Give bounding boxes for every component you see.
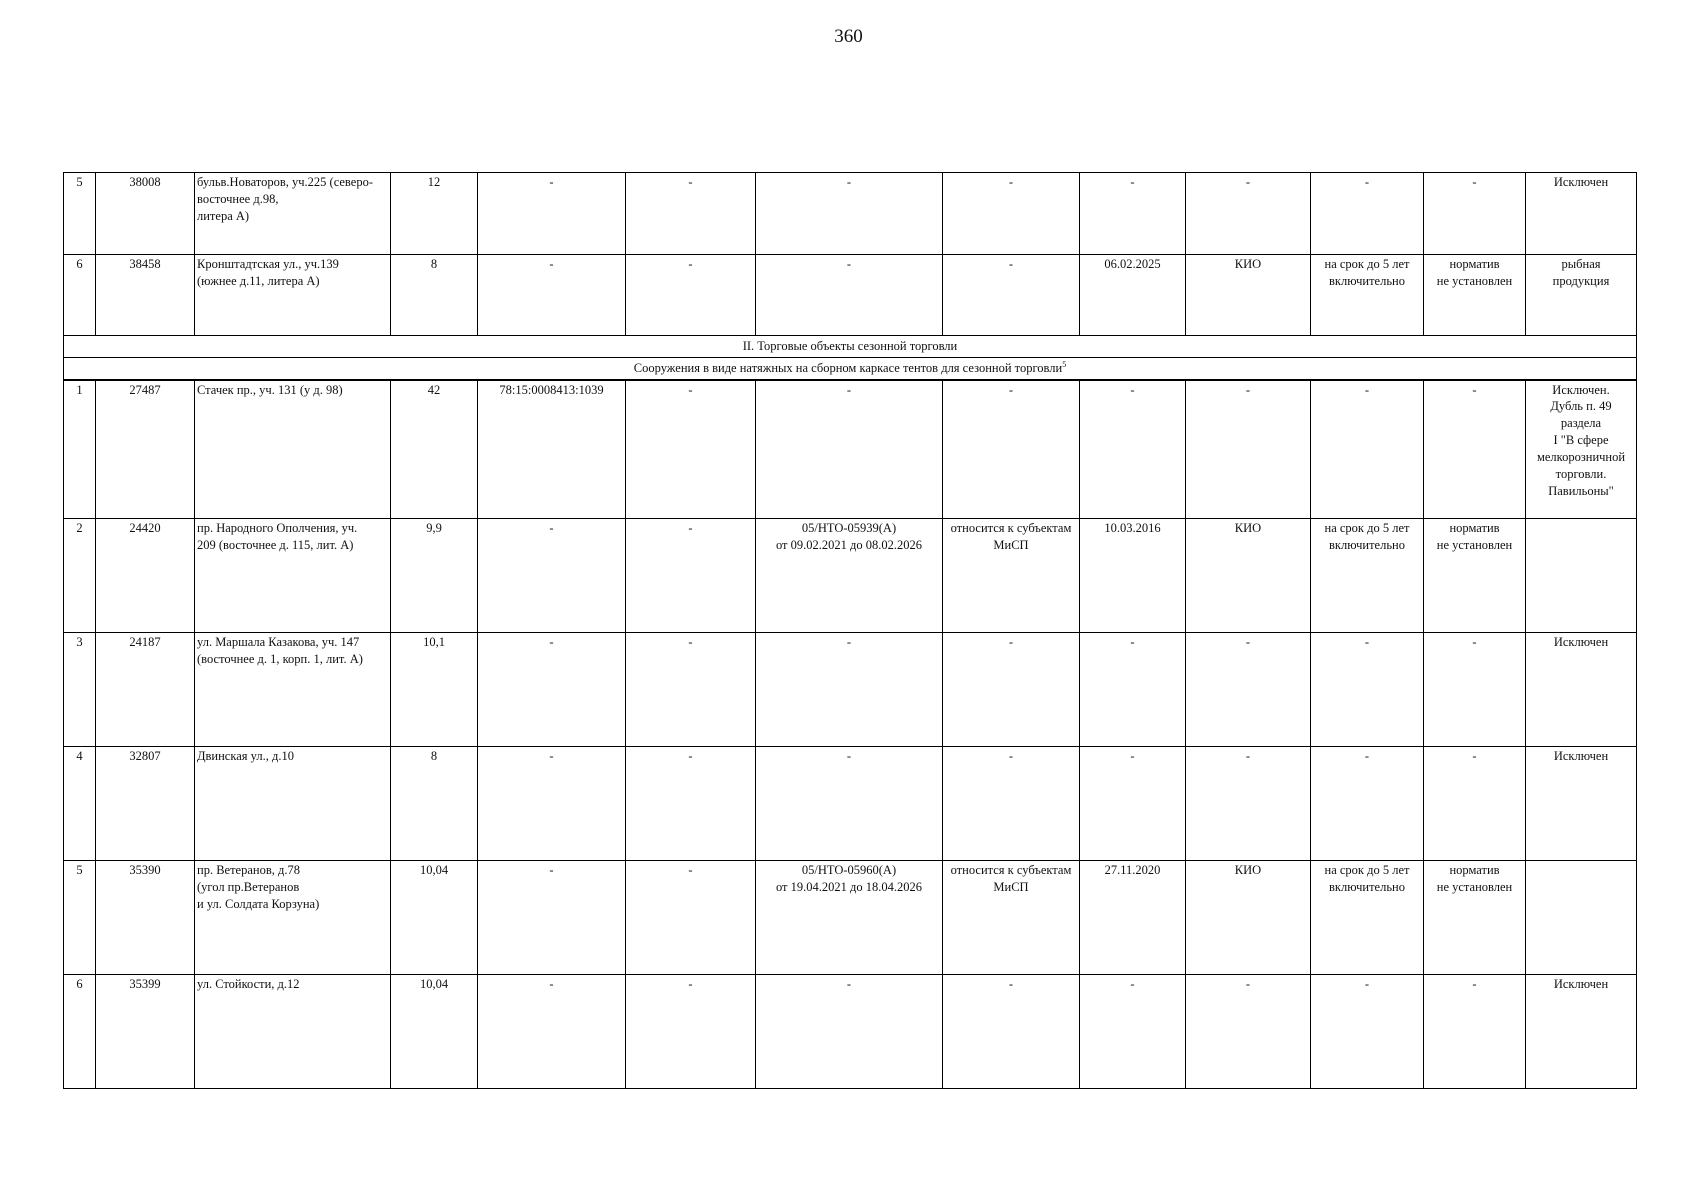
norm	[1424, 747, 1526, 861]
subsection-title-row	[64, 358, 1637, 380]
contract-line: от 19.04.2021 до 18.04.2026	[775, 879, 923, 894]
address	[195, 519, 391, 633]
column-6: -	[626, 380, 756, 519]
object-id: 27487	[96, 380, 195, 519]
area: 12	[391, 173, 478, 255]
column-6: -	[626, 255, 756, 336]
cadastral-number: -	[478, 633, 626, 747]
table-row	[64, 633, 1637, 747]
note-line: Дубль п. 49	[1550, 399, 1612, 414]
smsp-status-line: МиСП	[993, 537, 1029, 552]
organization: -	[1186, 975, 1311, 1089]
table-row	[64, 173, 1637, 255]
organization: -	[1186, 633, 1311, 747]
note	[1526, 255, 1637, 336]
contract	[756, 861, 943, 975]
inclusion-date: 27.11.2020	[1080, 861, 1186, 975]
section-title	[64, 336, 1637, 358]
norm-line: норматив	[1449, 863, 1500, 877]
note	[1526, 173, 1637, 255]
note-line: Исключен	[1553, 635, 1609, 649]
organization: -	[1186, 747, 1311, 861]
cadastral-number: -	[478, 747, 626, 861]
address-line: 209 (восточнее д. 115, лит. А)	[197, 537, 354, 552]
norm	[1424, 519, 1526, 633]
smsp-status	[943, 975, 1080, 1089]
contract-line: -	[846, 175, 852, 189]
note-line: мелкорозничной	[1536, 450, 1626, 464]
smsp-status-line: -	[1008, 977, 1014, 991]
row-number: 1	[64, 380, 96, 519]
term	[1311, 747, 1424, 861]
smsp-status-line: -	[1008, 749, 1014, 763]
area: 10,04	[391, 975, 478, 1089]
address-line: пр. Народного Ополчения, уч.	[197, 521, 358, 535]
contract	[756, 255, 943, 336]
smsp-status	[943, 747, 1080, 861]
row-number: 2	[64, 519, 96, 633]
section-title-row	[64, 336, 1637, 358]
row-number: 6	[64, 255, 96, 336]
table-row	[64, 747, 1637, 861]
term-line: -	[1364, 635, 1370, 649]
footnote-marker: 5	[1062, 359, 1067, 369]
organization: -	[1186, 380, 1311, 519]
address	[195, 255, 391, 336]
smsp-status	[943, 255, 1080, 336]
inclusion-date: 10.03.2016	[1080, 519, 1186, 633]
contract	[756, 975, 943, 1089]
address-line: Двинская ул., д.10	[197, 749, 294, 763]
smsp-status-line: МиСП	[993, 879, 1029, 894]
address-line: Кронштадтская ул., уч.139	[197, 257, 339, 271]
term-line: -	[1364, 382, 1370, 397]
address	[195, 975, 391, 1089]
note	[1526, 975, 1637, 1089]
note	[1526, 380, 1637, 519]
norm-line: не установлен	[1436, 537, 1513, 552]
note-line: Павильоны"	[1548, 483, 1614, 498]
object-id: 24187	[96, 633, 195, 747]
table-row	[64, 255, 1637, 336]
area: 42	[391, 380, 478, 519]
contract-line: -	[846, 635, 852, 649]
inclusion-date: -	[1080, 173, 1186, 255]
note-line: раздела	[1560, 416, 1602, 431]
contract-line: 05/НТО-05960(А)	[801, 863, 897, 877]
note	[1526, 747, 1637, 861]
organization: -	[1186, 173, 1311, 255]
smsp-status	[943, 380, 1080, 519]
table-row	[64, 380, 1637, 519]
address-line: пр. Ветеранов, д.78	[197, 863, 300, 877]
contract-line: -	[846, 977, 852, 991]
cadastral-number: -	[478, 519, 626, 633]
address-line: бульв.Новаторов, уч.225 (северо-	[197, 175, 373, 189]
address-line: ул. Маршала Казакова, уч. 147	[197, 635, 360, 649]
term	[1311, 255, 1424, 336]
term-line: -	[1364, 977, 1370, 991]
smsp-status-line: -	[1008, 635, 1014, 649]
cadastral-number: -	[478, 173, 626, 255]
page-number: 360	[834, 26, 863, 47]
term-line: включительно	[1329, 879, 1405, 894]
note-line: Исключен	[1553, 977, 1609, 991]
norm-line: -	[1472, 749, 1477, 763]
term	[1311, 380, 1424, 519]
norm	[1424, 255, 1526, 336]
column-6: -	[626, 633, 756, 747]
contract	[756, 633, 943, 747]
row-number: 4	[64, 747, 96, 861]
row-number: 5	[64, 861, 96, 975]
object-id: 32807	[96, 747, 195, 861]
contract	[756, 173, 943, 255]
term-line: включительно	[1329, 273, 1405, 288]
inclusion-date: -	[1080, 747, 1186, 861]
term-line: на срок до 5 лет	[1324, 863, 1410, 877]
smsp-status	[943, 861, 1080, 975]
norm	[1424, 633, 1526, 747]
address-line: восточнее д.98,	[197, 191, 279, 206]
norm	[1424, 380, 1526, 519]
table-row	[64, 861, 1637, 975]
area: 10,1	[391, 633, 478, 747]
subsection-title-text: Сооружения в виде натяжных на сборном каркасе тентов для сезонной торговли	[633, 360, 1063, 375]
smsp-status	[943, 633, 1080, 747]
address-line: (восточнее д. 1, корп. 1, лит. А)	[197, 651, 363, 666]
term	[1311, 519, 1424, 633]
inclusion-date: -	[1080, 633, 1186, 747]
smsp-status-line: -	[1008, 257, 1014, 271]
section-title-text: II. Торговые объекты сезонной торговли	[742, 339, 958, 354]
norm-line: -	[1472, 175, 1477, 189]
term-line: на срок до 5 лет	[1324, 521, 1410, 535]
cadastral-number: -	[478, 861, 626, 975]
cadastral-number: -	[478, 975, 626, 1089]
cadastral-number: -	[478, 255, 626, 336]
area: 10,04	[391, 861, 478, 975]
inclusion-date: -	[1080, 975, 1186, 1089]
term	[1311, 173, 1424, 255]
contract-line: -	[846, 749, 852, 763]
note-line: рыбная	[1561, 257, 1601, 271]
smsp-status-line: относится к субъектам	[950, 863, 1072, 877]
term	[1311, 861, 1424, 975]
column-6: -	[626, 173, 756, 255]
address	[195, 861, 391, 975]
note-line: торговли.	[1555, 466, 1607, 481]
column-6: -	[626, 861, 756, 975]
cadastral-number: 78:15:0008413:1039	[478, 380, 626, 519]
contract-line: 05/НТО-05939(А)	[801, 521, 897, 535]
term	[1311, 975, 1424, 1089]
organization: КИО	[1186, 519, 1311, 633]
object-id: 38008	[96, 173, 195, 255]
note-line: продукция	[1552, 273, 1610, 288]
row-number: 6	[64, 975, 96, 1089]
object-id: 35399	[96, 975, 195, 1089]
norm-line: не установлен	[1436, 273, 1513, 288]
term-line: -	[1364, 749, 1370, 763]
norm-line: не установлен	[1436, 879, 1513, 894]
address-line: (южнее д.11, литера А)	[197, 273, 320, 288]
address-line: литера А)	[197, 208, 250, 223]
area: 8	[391, 255, 478, 336]
note	[1526, 519, 1637, 633]
row-number: 3	[64, 633, 96, 747]
object-id: 38458	[96, 255, 195, 336]
address	[195, 633, 391, 747]
address-line: (угол пр.Ветеранов	[197, 879, 300, 894]
subsection-title	[64, 358, 1637, 380]
table-row	[64, 975, 1637, 1089]
contract-line: -	[846, 382, 852, 397]
norm	[1424, 173, 1526, 255]
area: 8	[391, 747, 478, 861]
column-6: -	[626, 519, 756, 633]
area: 9,9	[391, 519, 478, 633]
smsp-status-line: -	[1008, 175, 1014, 189]
address-line: Стачек пр., уч. 131 (у д. 98)	[197, 382, 343, 397]
norm	[1424, 861, 1526, 975]
contract	[756, 747, 943, 861]
norm-line: норматив	[1449, 521, 1500, 535]
address	[195, 173, 391, 255]
table-row	[64, 519, 1637, 633]
note-line: Исключен	[1553, 749, 1609, 763]
norm	[1424, 975, 1526, 1089]
smsp-status-line: относится к субъектам	[950, 521, 1072, 535]
norm-line: -	[1472, 977, 1477, 991]
address-line: ул. Стойкости, д.12	[197, 977, 300, 991]
inclusion-date: 06.02.2025	[1080, 255, 1186, 336]
address-line: и ул. Солдата Корзуна)	[197, 896, 320, 911]
norm-line: норматив	[1449, 257, 1500, 271]
note	[1526, 633, 1637, 747]
organization: КИО	[1186, 861, 1311, 975]
term-line: на срок до 5 лет	[1324, 257, 1410, 271]
note	[1526, 861, 1637, 975]
column-6: -	[626, 975, 756, 1089]
note-line: Исключен	[1553, 175, 1609, 189]
note-line: Исключен.	[1552, 382, 1610, 397]
row-number: 5	[64, 173, 96, 255]
term	[1311, 633, 1424, 747]
contract-line: от 09.02.2021 до 08.02.2026	[775, 537, 923, 552]
address	[195, 747, 391, 861]
note-line: I "В сфере	[1553, 433, 1609, 448]
smsp-status	[943, 519, 1080, 633]
column-6: -	[626, 747, 756, 861]
organization: КИО	[1186, 255, 1311, 336]
term-line: включительно	[1329, 537, 1405, 552]
contract	[756, 380, 943, 519]
inclusion-date: -	[1080, 380, 1186, 519]
object-id: 35390	[96, 861, 195, 975]
smsp-status	[943, 173, 1080, 255]
contract	[756, 519, 943, 633]
object-id: 24420	[96, 519, 195, 633]
registry-table	[63, 172, 1637, 1089]
contract-line: -	[846, 257, 852, 271]
term-line: -	[1364, 175, 1370, 189]
norm-line: -	[1472, 635, 1477, 649]
norm-line: -	[1472, 382, 1477, 397]
address	[195, 380, 391, 519]
smsp-status-line: -	[1008, 382, 1014, 397]
